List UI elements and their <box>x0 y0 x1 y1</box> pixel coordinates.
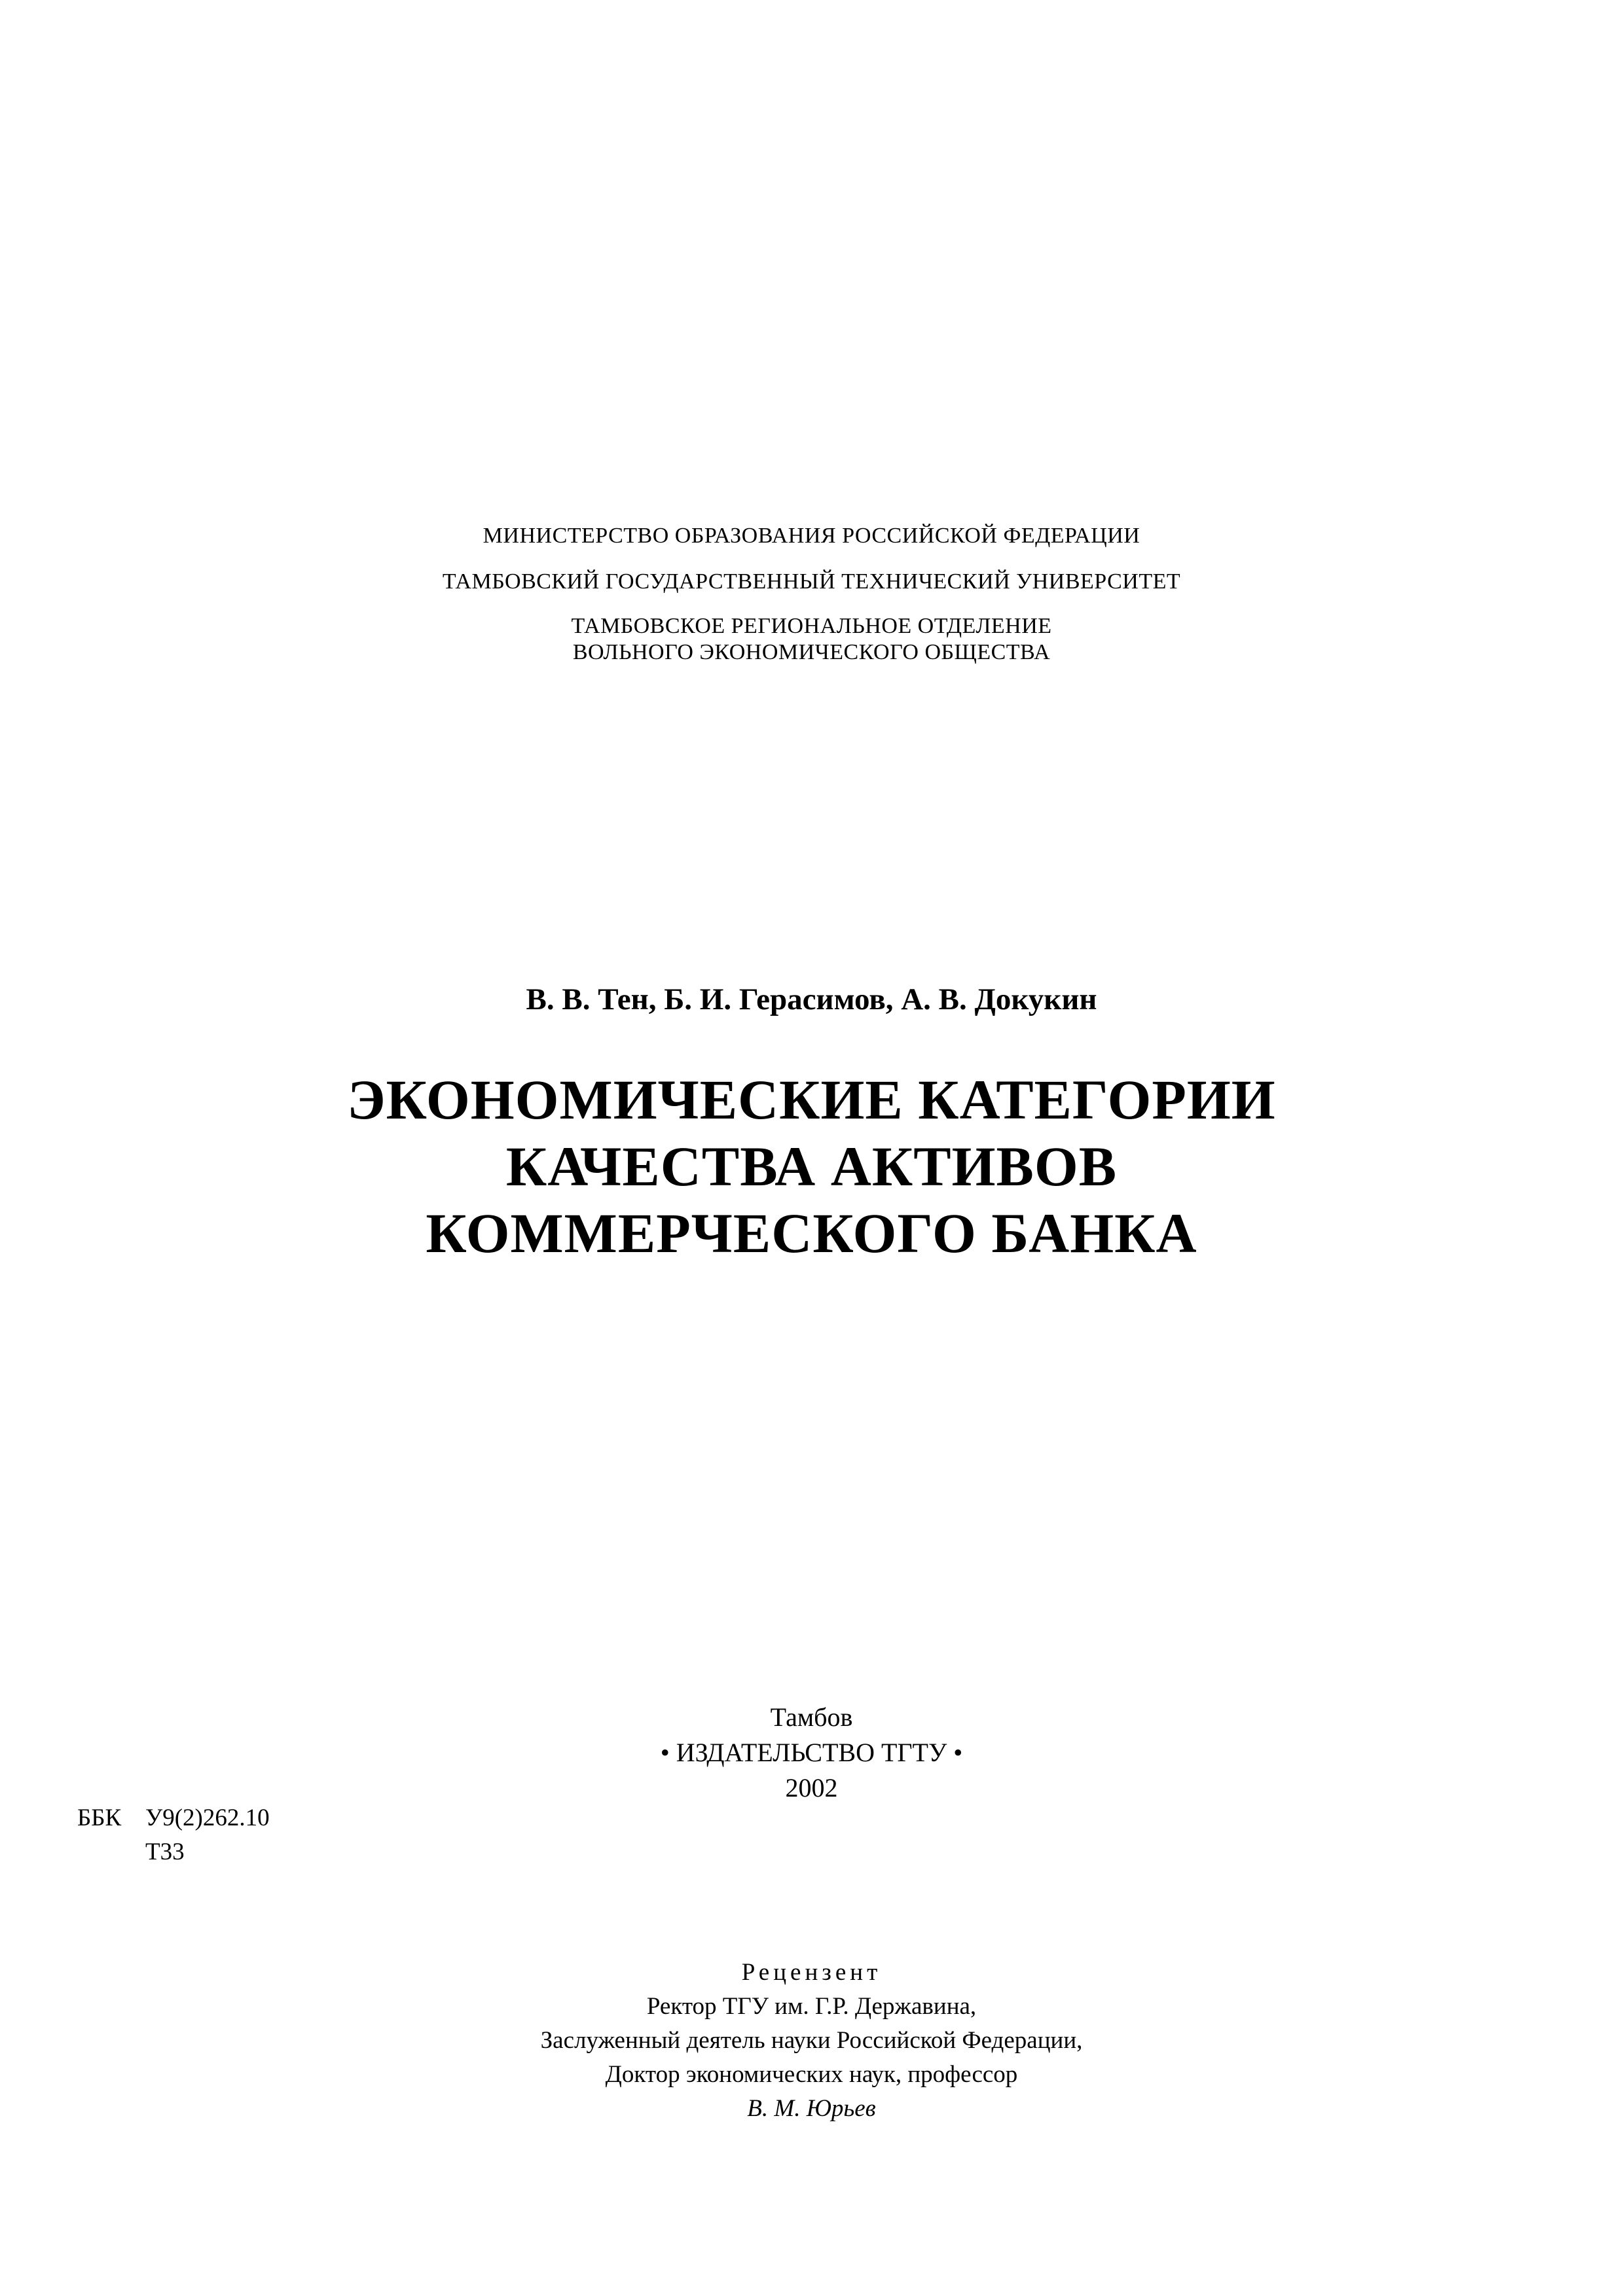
book-title-line-3: КОММЕРЧЕСКОГО БАНКА <box>426 1202 1197 1265</box>
reviewer-line-1: Ректор ТГУ им. Г.Р. Державина, <box>646 1993 977 2020</box>
book-title-line-2: КАЧЕСТВА АКТИВОВ <box>505 1135 1118 1198</box>
institution-university: ТАМБОВСКИЙ ГОСУДАРСТВЕННЫЙ ТЕХНИЧЕСКИЙ УНИВЕРСИТЕТ <box>442 569 1181 594</box>
publication-year: 2002 <box>785 1773 838 1803</box>
authors: В. В. Тен, Б. И. Герасимов, А. В. Докукин <box>526 982 1097 1016</box>
institution-ministry: МИНИСТЕРСТВО ОБРАЗОВАНИЯ РОССИЙСКОЙ ФЕДЕРАЦИИ <box>483 524 1140 548</box>
bbk-code: У9(2)262.10 <box>145 1804 270 1831</box>
author-mark: Т33 <box>145 1839 185 1865</box>
institution-society: ВОЛЬНОГО ЭКОНОМИЧЕСКОГО ОБЩЕСТВА <box>572 640 1051 664</box>
publication-city: Тамбов <box>770 1702 853 1732</box>
publication-publisher: • ИЗДАТЕЛЬСТВО ТГТУ • <box>660 1738 963 1767</box>
institution-regional-branch: ТАМБОВСКОЕ РЕГИОНАЛЬНОЕ ОТДЕЛЕНИЕ <box>571 614 1052 638</box>
reviewer-line-2: Заслуженный деятель науки Российской Федерации, <box>540 2027 1083 2054</box>
bbk-label: ББК <box>77 1804 122 1831</box>
reviewer-heading: Рецензент <box>741 1959 882 1986</box>
reviewer-line-3: Доктор экономических наук, профессор <box>605 2061 1018 2088</box>
reviewer-name: В. М. Юрьев <box>747 2095 876 2122</box>
book-title-line-1: ЭКОНОМИЧЕСКИЕ КАТЕГОРИИ <box>347 1068 1276 1131</box>
